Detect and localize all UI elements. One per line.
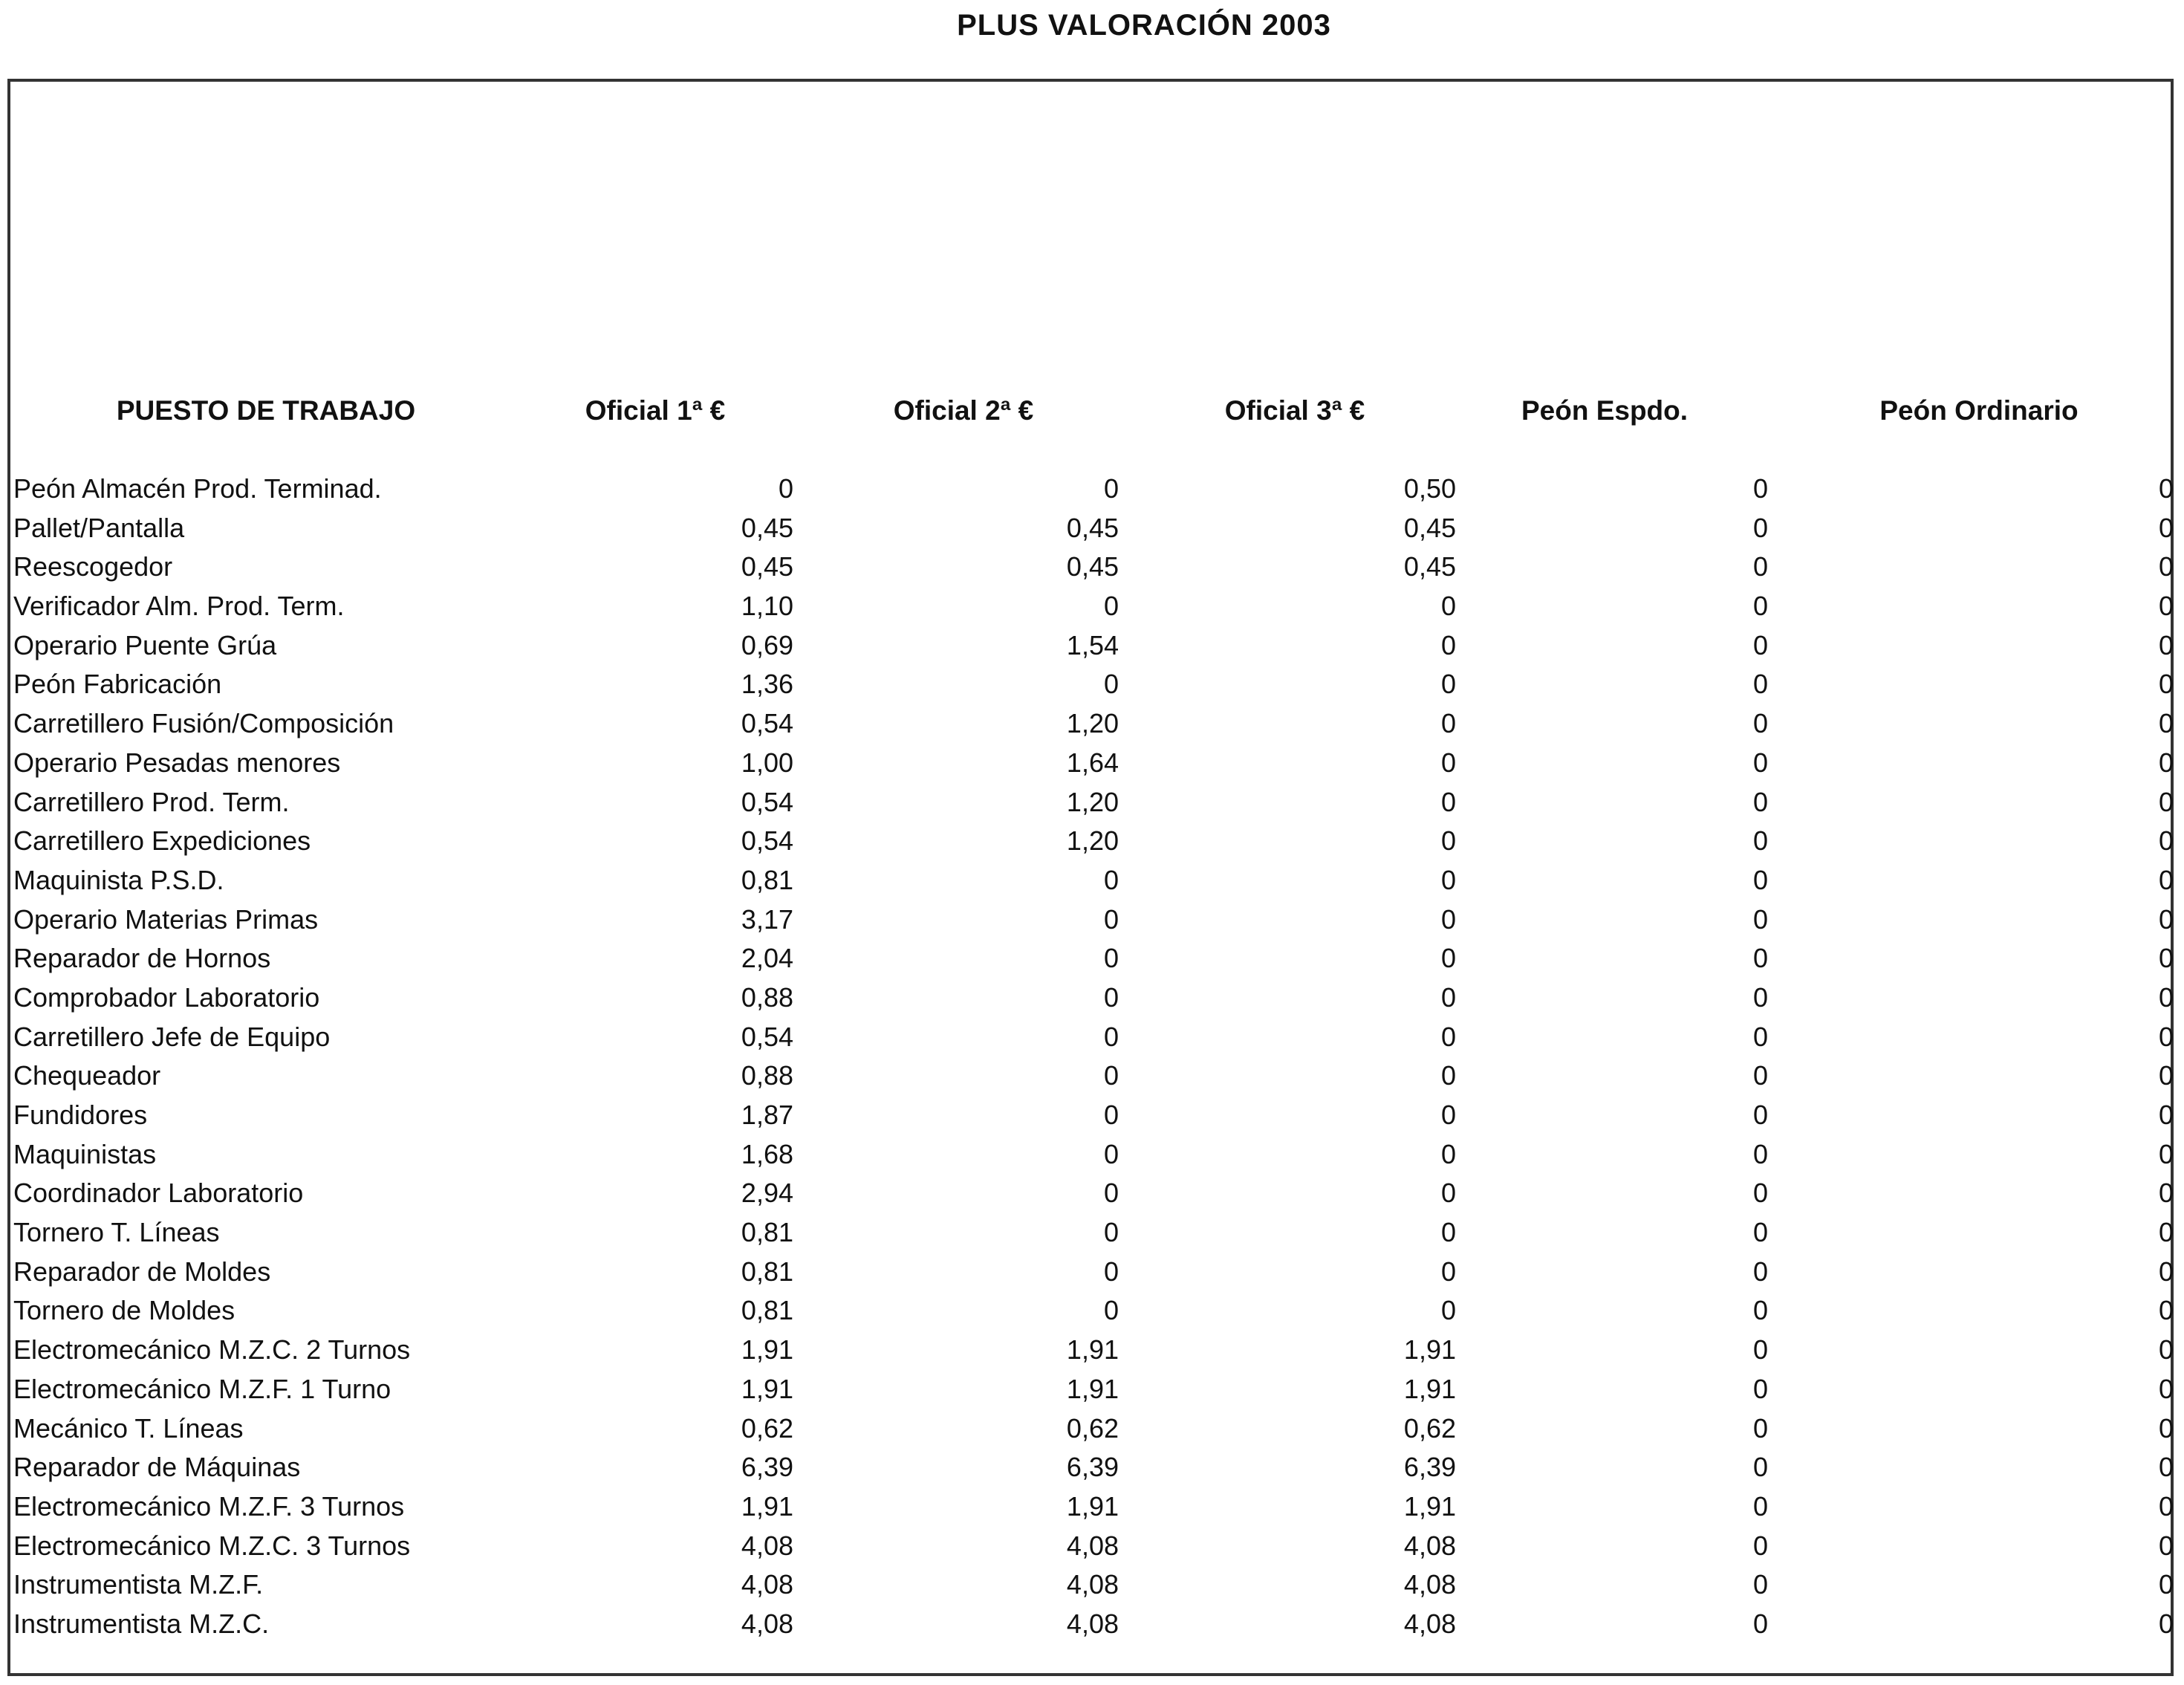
cell-oficial-3: 0 [1440, 591, 1456, 622]
cell-oficial-3: 6,39 [1403, 1452, 1456, 1483]
header-peon-ordinario: Peón Ordinario [1879, 395, 2079, 426]
table-row [0, 822, 2184, 861]
cell-peon-especializado: 0 [1752, 1060, 1768, 1091]
cell-oficial-2: 4,08 [1066, 1569, 1119, 1600]
cell-peon-ordinario: 0 [2158, 669, 2174, 700]
cell-oficial-2: 0 [1103, 1217, 1119, 1248]
cell-peon-ordinario: 0 [2158, 1060, 2174, 1091]
cell-puesto: Instrumentista M.Z.C. [13, 1608, 270, 1639]
cell-oficial-3: 0 [1440, 943, 1456, 974]
header-oficial-2: Oficial 2ª € [893, 395, 1034, 426]
cell-puesto: Peón Almacén Prod. Terminad. [13, 473, 382, 504]
cell-oficial-1: 0,54 [741, 786, 793, 817]
table-row [0, 1527, 2184, 1566]
cell-oficial-3: 0 [1440, 825, 1456, 857]
table-row [0, 1565, 2184, 1605]
cell-peon-especializado: 0 [1752, 1569, 1768, 1600]
cell-peon-especializado: 0 [1752, 629, 1768, 660]
cell-oficial-2: 0 [1103, 864, 1119, 895]
cell-oficial-2: 0 [1103, 1138, 1119, 1169]
cell-peon-especializado: 0 [1752, 1217, 1768, 1248]
table-row [0, 587, 2184, 626]
cell-peon-ordinario: 0 [2158, 1530, 2174, 1561]
cell-oficial-2: 4,08 [1066, 1608, 1119, 1639]
cell-puesto: Carretillero Prod. Term. [13, 786, 290, 817]
cell-peon-ordinario: 0 [2158, 981, 2174, 1013]
cell-peon-especializado: 0 [1752, 786, 1768, 817]
cell-oficial-1: 0,45 [741, 551, 793, 582]
cell-oficial-3: 0 [1440, 669, 1456, 700]
cell-oficial-3: 0 [1440, 708, 1456, 739]
cell-oficial-1: 1,68 [741, 1138, 793, 1169]
cell-puesto: Electromecánico M.Z.C. 3 Turnos [13, 1530, 411, 1561]
cell-oficial-2: 1,20 [1066, 786, 1119, 817]
cell-oficial-2: 0 [1103, 1021, 1119, 1052]
cell-oficial-1: 0,62 [741, 1412, 793, 1444]
cell-oficial-1: 2,04 [741, 943, 793, 974]
cell-peon-ordinario: 0 [2158, 864, 2174, 895]
table-row [0, 744, 2184, 783]
cell-oficial-2: 0 [1103, 669, 1119, 700]
cell-peon-especializado: 0 [1752, 1178, 1768, 1209]
table-row [0, 548, 2184, 587]
cell-oficial-1: 4,08 [741, 1608, 793, 1639]
cell-oficial-3: 0 [1440, 786, 1456, 817]
cell-puesto: Pallet/Pantalla [13, 512, 185, 543]
cell-oficial-1: 4,08 [741, 1569, 793, 1600]
cell-puesto: Maquinistas [13, 1138, 157, 1169]
table-row [0, 1018, 2184, 1057]
cell-oficial-3: 0,45 [1403, 551, 1456, 582]
cell-oficial-1: 3,17 [741, 903, 793, 935]
table-row [0, 1291, 2184, 1331]
cell-oficial-2: 1,20 [1066, 708, 1119, 739]
cell-oficial-2: 1,64 [1066, 747, 1119, 778]
cell-peon-ordinario: 0 [2158, 1021, 2174, 1052]
table-row [0, 665, 2184, 704]
cell-peon-ordinario: 0 [2158, 1138, 2174, 1169]
cell-oficial-1: 1,36 [741, 669, 793, 700]
cell-puesto: Tornero de Moldes [13, 1295, 235, 1326]
cell-puesto: Carretillero Expediciones [13, 825, 311, 857]
cell-peon-especializado: 0 [1752, 1334, 1768, 1366]
cell-puesto: Reparador de Hornos [13, 943, 271, 974]
cell-peon-ordinario: 0 [2158, 1295, 2174, 1326]
cell-peon-especializado: 0 [1752, 1021, 1768, 1052]
cell-oficial-2: 1,91 [1066, 1373, 1119, 1404]
table-row [0, 1253, 2184, 1292]
cell-puesto: Reescogedor [13, 551, 173, 582]
cell-peon-especializado: 0 [1752, 1256, 1768, 1287]
table-row [0, 470, 2184, 509]
cell-peon-especializado: 0 [1752, 708, 1768, 739]
cell-puesto: Peón Fabricación [13, 669, 222, 700]
cell-puesto: Operario Puente Grúa [13, 629, 277, 660]
cell-peon-especializado: 0 [1752, 669, 1768, 700]
cell-peon-ordinario: 0 [2158, 1178, 2174, 1209]
cell-oficial-2: 0,45 [1066, 551, 1119, 582]
table-body [0, 470, 2184, 1644]
cell-oficial-3: 1,91 [1403, 1373, 1456, 1404]
cell-peon-especializado: 0 [1752, 1452, 1768, 1483]
cell-oficial-3: 4,08 [1403, 1608, 1456, 1639]
cell-puesto: Electromecánico M.Z.F. 3 Turnos [13, 1490, 405, 1522]
header-oficial-1: Oficial 1ª € [585, 395, 726, 426]
cell-oficial-1: 1,91 [741, 1373, 793, 1404]
cell-oficial-3: 0 [1440, 864, 1456, 895]
cell-peon-ordinario: 0 [2158, 512, 2174, 543]
cell-oficial-3: 0,50 [1403, 473, 1456, 504]
cell-oficial-1: 0,69 [741, 629, 793, 660]
cell-oficial-1: 0,88 [741, 1060, 793, 1091]
cell-oficial-3: 1,91 [1403, 1334, 1456, 1366]
cell-peon-especializado: 0 [1752, 473, 1768, 504]
cell-peon-ordinario: 0 [2158, 1373, 2174, 1404]
cell-oficial-2: 0 [1103, 473, 1119, 504]
cell-puesto: Reparador de Máquinas [13, 1452, 301, 1483]
cell-oficial-3: 4,08 [1403, 1530, 1456, 1561]
cell-peon-especializado: 0 [1752, 1295, 1768, 1326]
cell-puesto: Comprobador Laboratorio [13, 981, 320, 1013]
cell-oficial-3: 0 [1440, 1138, 1456, 1169]
cell-puesto: Maquinista P.S.D. [13, 864, 224, 895]
cell-peon-ordinario: 0 [2158, 1217, 2174, 1248]
cell-peon-especializado: 0 [1752, 864, 1768, 895]
cell-peon-especializado: 0 [1752, 1608, 1768, 1639]
cell-oficial-3: 0 [1440, 1295, 1456, 1326]
cell-peon-ordinario: 0 [2158, 708, 2174, 739]
table-row [0, 509, 2184, 548]
cell-peon-ordinario: 0 [2158, 629, 2174, 660]
cell-oficial-2: 6,39 [1066, 1452, 1119, 1483]
cell-peon-especializado: 0 [1752, 1412, 1768, 1444]
table-row [0, 1605, 2184, 1644]
cell-puesto: Coordinador Laboratorio [13, 1178, 304, 1209]
cell-oficial-2: 0 [1103, 1256, 1119, 1287]
cell-peon-especializado: 0 [1752, 512, 1768, 543]
cell-peon-ordinario: 0 [2158, 473, 2174, 504]
cell-peon-especializado: 0 [1752, 981, 1768, 1013]
cell-oficial-1: 0,81 [741, 1256, 793, 1287]
cell-peon-especializado: 0 [1752, 1373, 1768, 1404]
cell-oficial-1: 1,00 [741, 747, 793, 778]
cell-peon-especializado: 0 [1752, 825, 1768, 857]
cell-peon-ordinario: 0 [2158, 1452, 2174, 1483]
cell-oficial-1: 2,94 [741, 1178, 793, 1209]
cell-puesto: Operario Materias Primas [13, 903, 319, 935]
table-row [0, 1135, 2184, 1175]
cell-oficial-2: 1,20 [1066, 825, 1119, 857]
table-row [0, 1487, 2184, 1527]
cell-peon-ordinario: 0 [2158, 1412, 2174, 1444]
cell-puesto: Mecánico T. Líneas [13, 1412, 244, 1444]
table-row [0, 1096, 2184, 1135]
cell-oficial-1: 1,91 [741, 1490, 793, 1522]
cell-puesto: Electromecánico M.Z.C. 2 Turnos [13, 1334, 411, 1366]
cell-puesto: Operario Pesadas menores [13, 747, 341, 778]
cell-oficial-3: 0 [1440, 629, 1456, 660]
table-row [0, 1331, 2184, 1370]
table-row [0, 939, 2184, 978]
table-row [0, 1409, 2184, 1449]
cell-puesto: Fundidores [13, 1100, 148, 1130]
cell-peon-ordinario: 0 [2158, 786, 2174, 817]
cell-puesto: Carretillero Fusión/Composición [13, 708, 394, 739]
table-row [0, 704, 2184, 744]
cell-puesto: Verificador Alm. Prod. Term. [13, 591, 345, 622]
cell-peon-ordinario: 0 [2158, 1334, 2174, 1366]
cell-peon-ordinario: 0 [2158, 747, 2174, 778]
cell-oficial-2: 0,62 [1066, 1412, 1119, 1444]
cell-oficial-1: 0,54 [741, 1021, 793, 1052]
cell-oficial-2: 1,91 [1066, 1490, 1119, 1522]
cell-peon-especializado: 0 [1752, 1490, 1768, 1522]
cell-oficial-3: 1,91 [1403, 1490, 1456, 1522]
cell-oficial-1: 1,91 [741, 1334, 793, 1366]
table-row [0, 900, 2184, 940]
page-title: PLUS VALORACIÓN 2003 [957, 9, 1331, 42]
table-row [0, 861, 2184, 900]
table-row [0, 1174, 2184, 1213]
cell-oficial-3: 0,62 [1403, 1412, 1456, 1444]
cell-peon-ordinario: 0 [2158, 1490, 2174, 1522]
cell-peon-ordinario: 0 [2158, 1100, 2174, 1130]
cell-oficial-3: 0 [1440, 747, 1456, 778]
cell-oficial-3: 0,45 [1403, 512, 1456, 543]
cell-oficial-2: 1,91 [1066, 1334, 1119, 1366]
cell-peon-especializado: 0 [1752, 747, 1768, 778]
cell-oficial-1: 1,87 [741, 1100, 793, 1130]
cell-oficial-3: 0 [1440, 1100, 1456, 1130]
cell-peon-ordinario: 0 [2158, 591, 2174, 622]
cell-oficial-2: 4,08 [1066, 1530, 1119, 1561]
cell-oficial-3: 0 [1440, 1256, 1456, 1287]
cell-oficial-3: 0 [1440, 903, 1456, 935]
table-row [0, 1213, 2184, 1253]
cell-oficial-2: 0,45 [1066, 512, 1119, 543]
cell-puesto: Reparador de Moldes [13, 1256, 271, 1287]
cell-oficial-2: 0 [1103, 1060, 1119, 1091]
cell-oficial-1: 0,54 [741, 708, 793, 739]
cell-peon-especializado: 0 [1752, 1530, 1768, 1561]
table-header-row [0, 392, 2184, 429]
table-row [0, 978, 2184, 1018]
cell-peon-especializado: 0 [1752, 903, 1768, 935]
cell-puesto: Chequeador [13, 1060, 161, 1091]
cell-oficial-1: 0 [778, 473, 793, 504]
cell-oficial-1: 0,81 [741, 864, 793, 895]
cell-peon-especializado: 0 [1752, 1138, 1768, 1169]
cell-peon-ordinario: 0 [2158, 1256, 2174, 1287]
cell-oficial-1: 6,39 [741, 1452, 793, 1483]
cell-peon-ordinario: 0 [2158, 1569, 2174, 1600]
cell-peon-ordinario: 0 [2158, 903, 2174, 935]
cell-oficial-2: 0 [1103, 1295, 1119, 1326]
cell-oficial-1: 0,45 [741, 512, 793, 543]
cell-peon-especializado: 0 [1752, 1100, 1768, 1130]
cell-oficial-3: 0 [1440, 1060, 1456, 1091]
cell-oficial-1: 0,88 [741, 981, 793, 1013]
cell-peon-especializado: 0 [1752, 551, 1768, 582]
cell-puesto: Instrumentista M.Z.F. [13, 1569, 264, 1600]
cell-oficial-2: 0 [1103, 1178, 1119, 1209]
cell-oficial-2: 0 [1103, 591, 1119, 622]
header-puesto-de-trabajo: PUESTO DE TRABAJO [116, 395, 416, 426]
cell-oficial-2: 0 [1103, 943, 1119, 974]
cell-oficial-2: 1,54 [1066, 629, 1119, 660]
cell-peon-ordinario: 0 [2158, 943, 2174, 974]
cell-peon-ordinario: 0 [2158, 825, 2174, 857]
cell-puesto: Carretillero Jefe de Equipo [13, 1021, 331, 1052]
cell-oficial-3: 0 [1440, 981, 1456, 1013]
table-row [0, 1370, 2184, 1409]
cell-oficial-1: 0,81 [741, 1295, 793, 1326]
cell-peon-especializado: 0 [1752, 591, 1768, 622]
header-peon-especializado: Peón Espdo. [1521, 395, 1689, 426]
header-oficial-3: Oficial 3ª € [1224, 395, 1365, 426]
table-row [0, 1448, 2184, 1487]
cell-puesto: Electromecánico M.Z.F. 1 Turno [13, 1373, 391, 1404]
cell-oficial-1: 0,54 [741, 825, 793, 857]
table-row [0, 783, 2184, 822]
cell-puesto: Tornero T. Líneas [13, 1217, 220, 1248]
cell-oficial-2: 0 [1103, 981, 1119, 1013]
cell-oficial-3: 0 [1440, 1178, 1456, 1209]
table-row [0, 1056, 2184, 1096]
cell-oficial-3: 0 [1440, 1021, 1456, 1052]
cell-oficial-1: 0,81 [741, 1217, 793, 1248]
cell-peon-especializado: 0 [1752, 943, 1768, 974]
cell-oficial-3: 0 [1440, 1217, 1456, 1248]
cell-oficial-1: 1,10 [741, 591, 793, 622]
cell-peon-ordinario: 0 [2158, 551, 2174, 582]
table-row [0, 626, 2184, 666]
cell-oficial-2: 0 [1103, 1100, 1119, 1130]
cell-oficial-2: 0 [1103, 903, 1119, 935]
cell-peon-ordinario: 0 [2158, 1608, 2174, 1639]
cell-oficial-3: 4,08 [1403, 1569, 1456, 1600]
cell-oficial-1: 4,08 [741, 1530, 793, 1561]
